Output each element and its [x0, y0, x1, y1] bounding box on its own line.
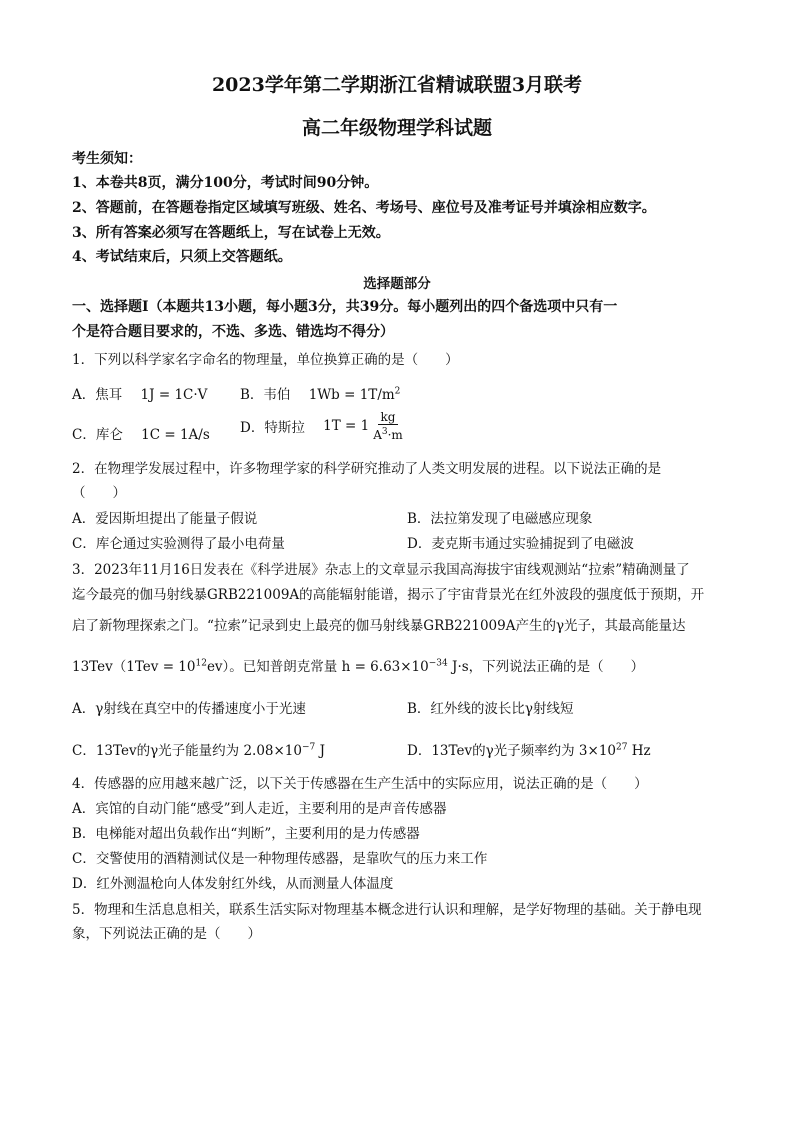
q1-option-a-label: A．焦耳 — [72, 387, 123, 403]
q2-option-a: A．爱因斯坦提出了能量子假说 — [72, 511, 258, 527]
q3-line3: 启了新物理探索之门。“拉索”记录到史上最亮的伽马射线暴GRB221009A产生的γ光子，其最高能量达 — [72, 618, 686, 634]
q2-stem-line1: 2．在物理学发展过程中，许多物理学家的科学研究推动了人类文明发展的进程。以下说法正确的是 — [72, 461, 662, 477]
q2-option-d: D．麦克斯韦通过实验捕捉到了电磁波 — [407, 536, 634, 552]
fraction-numerator: kg — [378, 410, 399, 425]
q3-option-d-exponent: 27 — [616, 742, 628, 753]
q2-option-c: C．库仑通过实验测得了最小电荷量 — [72, 536, 285, 552]
q5-line1: 5．物理和生活息息相关，联系生活实际对物理基本概念进行认识和理解，是学好物理的基础。关于静电现 — [72, 902, 702, 918]
q3-line4 — [72, 655, 644, 675]
q3-option-c — [72, 739, 325, 759]
q1-option-a-formula: 1J = 1C·V — [140, 387, 208, 403]
fraction-denominator-exponent: 3 — [381, 427, 388, 437]
q1-option-c-formula: 1C = 1A/s — [141, 427, 210, 443]
q1-stem: 1．下列以科学家名字命名的物理量，单位换算正确的是（ ） — [72, 352, 459, 368]
q1-option-d-label: D．特斯拉 — [240, 420, 305, 436]
q3-option-a: A．γ射线在真空中的传播速度小于光速 — [72, 701, 306, 717]
q4-option-c: C．交警使用的酒精测试仪是一种物理传感器，是靠吹气的压力来工作 — [72, 851, 488, 867]
q4-option-a: A．宾馆的自动门能“感受”到人走近，主要利用的是声音传感器 — [72, 801, 447, 817]
q3-line4-part1: 13Tev（1Tev = 10 — [72, 659, 196, 675]
q1-option-c-label: C．库仑 — [72, 427, 123, 443]
section-intro-line1: 一、选择题Ⅰ（本题共13小题，每小题3分，共39分。每小题列出的四个备选项中只有一 — [72, 299, 618, 315]
notice-item-1: 1、本卷共8页，满分100分，考试时间90分钟。 — [72, 175, 379, 191]
q1-option-a — [72, 383, 207, 403]
q2-option-b: B．法拉第发现了电磁感应现象 — [407, 511, 593, 527]
q3-option-c-part1: C．13Tev的γ光子能量约为 2.08×10 — [72, 743, 302, 759]
q1-option-d-fraction — [370, 410, 406, 442]
fraction-denominator-tail: ·m — [387, 428, 403, 442]
section-title: 选择题部分 — [363, 276, 431, 292]
q3-option-b: B．红外线的波长比γ射线短 — [407, 701, 574, 717]
q1-option-b-label: B．韦伯 — [240, 387, 291, 403]
exam-title: 2023学年第二学期浙江省精诚联盟3月联考 — [211, 74, 583, 96]
q4-option-b: B．电梯能对超出负载作出“判断”，主要利用的是力传感器 — [72, 826, 420, 842]
q1-option-d-formula: 1T = 1 — [323, 418, 370, 434]
q3-option-d — [407, 739, 651, 759]
q3-option-c-exponent: −7 — [302, 742, 316, 753]
q2-stem-line2: （ ） — [72, 485, 126, 501]
q1-option-b-formula: 1Wb = 1T/m — [308, 387, 395, 403]
exam-subtitle: 高二年级物理学科试题 — [301, 117, 492, 139]
q1-option-c — [72, 423, 210, 443]
q3-option-d-part2: Hz — [627, 743, 651, 759]
q1-option-d — [240, 410, 406, 442]
q4-option-d: D．红外测温枪向人体发射红外线，从而测量人体温度 — [72, 876, 394, 892]
q3-line4-exponent2: −34 — [428, 658, 448, 669]
q3-line1: 3．2023年11月16日发表在《科学进展》杂志上的文章显示我国高海拔宇宙线观测站“拉索”精确测量了 — [72, 562, 690, 578]
q3-line2: 迄今最亮的伽马射线暴GRB221009A的高能辐射能谱，揭示了宇宙背景光在红外波段的强度低于预期，开 — [72, 587, 705, 603]
section-intro-line2: 个是符合题目要求的，不选、多选、错选均不得分） — [72, 324, 394, 340]
notice-item-2: 2、答题前，在答题卷指定区域填写班级、姓名、考场号、座位号及准考证号并填涂相应数字。 — [72, 200, 656, 216]
notice-heading: 考生须知： — [72, 151, 142, 167]
q3-option-c-part2: J — [315, 743, 325, 759]
q4-stem: 4．传感器的应用越来越广泛，以下关于传感器在生产生活中的实际应用，说法正确的是（ ） — [72, 776, 648, 792]
q1-option-b-exponent: 2 — [394, 386, 401, 397]
q3-line4-part3: J·s，下列说法正确的是（ ） — [447, 659, 645, 675]
fraction-denominator — [370, 425, 406, 442]
fraction-denominator-base: A — [373, 428, 382, 442]
q3-line4-part2: ev）。已知普朗克常量 h = 6.63×10 — [206, 659, 429, 675]
q5-line2: 象，下列说法正确的是（ ） — [72, 926, 261, 942]
q1-option-b — [240, 383, 400, 403]
q3-line4-exponent1: 12 — [195, 658, 207, 669]
notice-item-3: 3、所有答案必须写在答题纸上，写在试卷上无效。 — [72, 225, 390, 241]
notice-item-4: 4、考试结束后，只须上交答题纸。 — [72, 249, 292, 265]
q3-option-d-part1: D．13Tev的γ光子频率约为 3×10 — [407, 743, 617, 759]
